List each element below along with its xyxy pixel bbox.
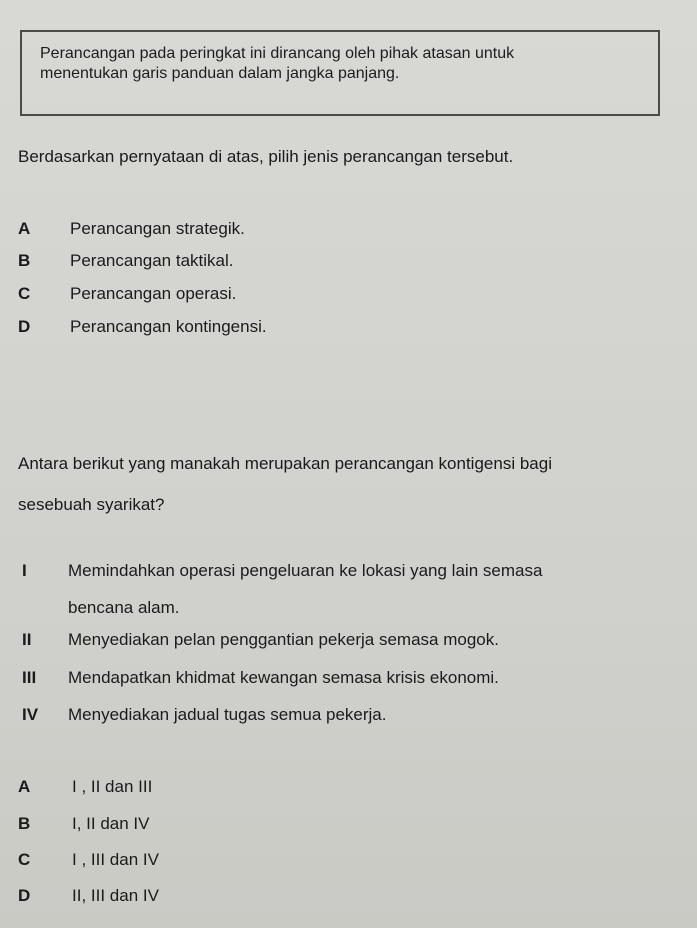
option-letter: B [18, 251, 31, 270]
item-numeral: IV [22, 705, 39, 724]
option-text: Perancangan operasi. [70, 284, 237, 303]
question-2-prompt-line-1: Antara berikut yang manakah merupakan perancangan kontigensi bagi [18, 454, 552, 473]
question-1-option-a [18, 218, 245, 240]
option-text: Perancangan strategik. [70, 219, 245, 238]
item-numeral: II [22, 630, 32, 649]
question-1-prompt: Berdasarkan pernyataan di atas, pilih jenis perancangan tersebut. [18, 147, 514, 166]
option-text: I , III dan IV [72, 850, 159, 869]
option-letter: C [18, 284, 31, 303]
item-text: Mendapatkan khidmat kewangan semasa krisis ekonomi. [68, 668, 499, 687]
option-letter: A [18, 219, 31, 238]
item-text-continuation: bencana alam. [68, 598, 180, 617]
option-text: II, III dan IV [72, 886, 159, 905]
option-letter: B [18, 814, 31, 833]
option-letter: D [18, 317, 31, 336]
question-2-option-a [18, 776, 152, 798]
option-text: Perancangan taktikal. [70, 251, 234, 270]
item-numeral: I [22, 561, 27, 580]
option-text: I , II dan III [72, 777, 153, 796]
statement-item-iii [22, 667, 499, 689]
item-text: Menyediakan pelan penggantian pekerja semasa mogok. [68, 630, 499, 649]
statement-item-i [22, 560, 542, 619]
question-2-option-b [18, 813, 150, 835]
question-2-prompt-line-2: sesebuah syarikat? [18, 495, 165, 514]
item-numeral: III [22, 668, 37, 687]
statement-line-2: menentukan garis panduan dalam jangka panjang. [40, 65, 400, 82]
question-2-option-c [18, 849, 159, 871]
option-text: Perancangan kontingensi. [70, 317, 267, 336]
question-1-option-b [18, 250, 234, 272]
option-letter: D [18, 886, 31, 905]
item-text: Menyediakan jadual tugas semua pekerja. [68, 705, 387, 724]
question-1-option-d [18, 316, 267, 338]
option-letter: A [18, 777, 31, 796]
item-text: Memindahkan operasi pengeluaran ke lokasi yang lain semasa [68, 561, 543, 580]
statement-item-iv [22, 704, 386, 726]
statement-line-1: Perancangan pada peringkat ini dirancang oleh pihak atasan untuk [40, 45, 515, 62]
question-2-option-d [18, 885, 159, 907]
option-letter: C [18, 850, 31, 869]
question-1-option-c [18, 283, 236, 305]
option-text: I, II dan IV [72, 814, 150, 833]
statement-box [20, 30, 660, 116]
statement-item-ii [22, 629, 499, 651]
